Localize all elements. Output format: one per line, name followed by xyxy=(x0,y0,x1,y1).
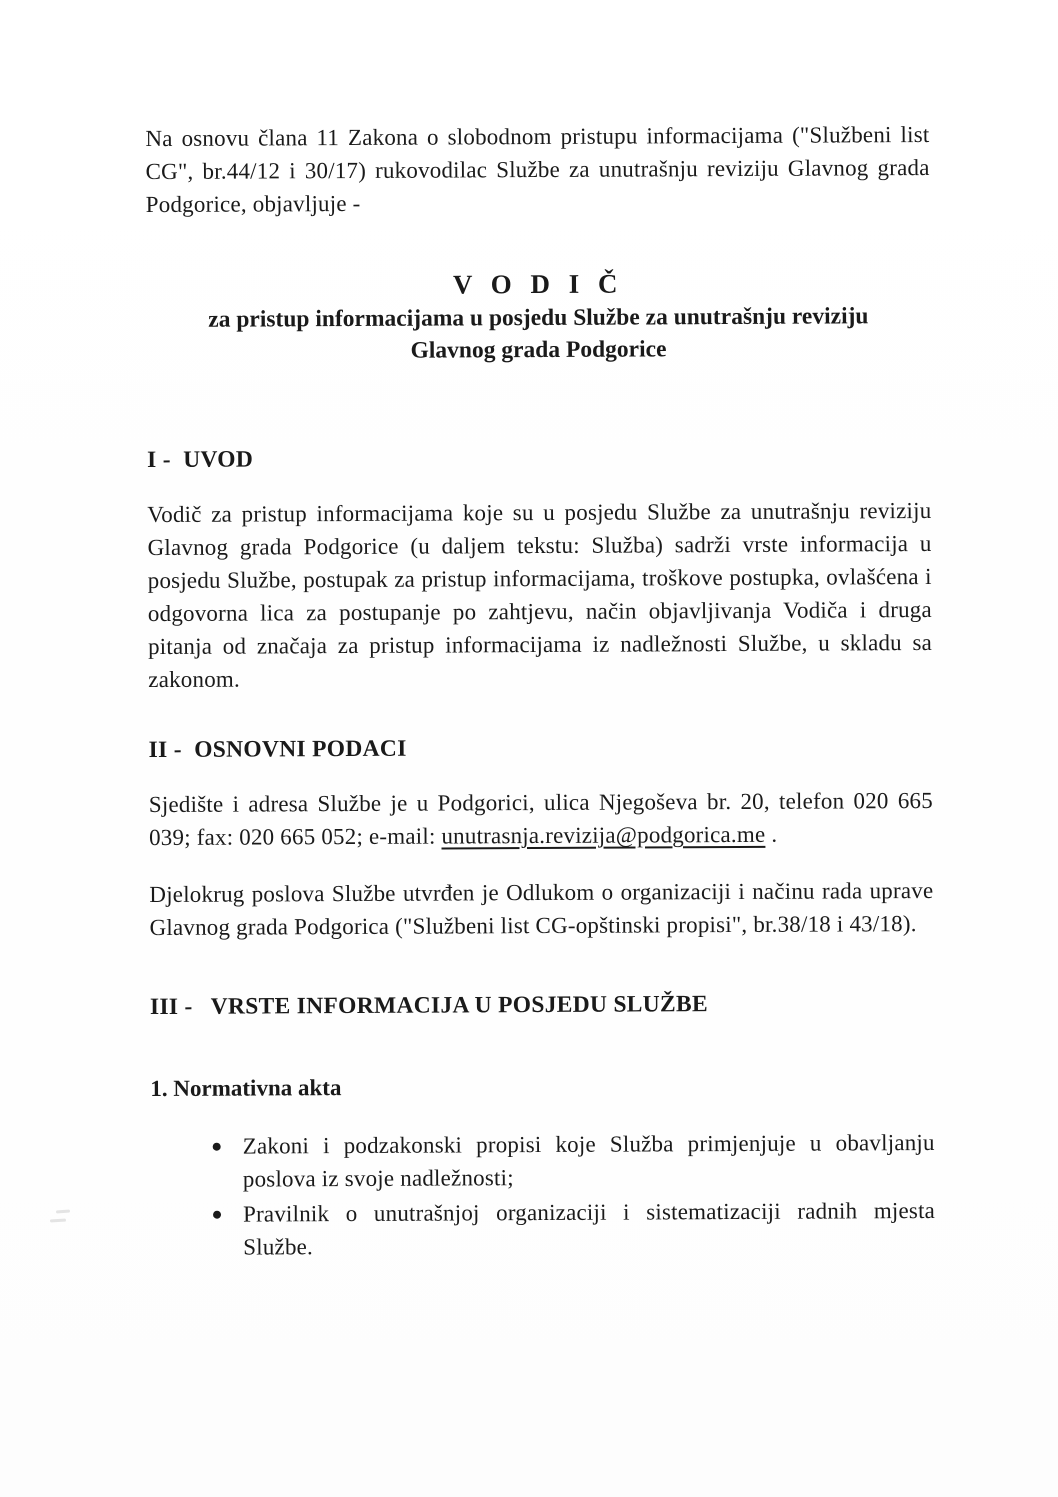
document-subtitle-line1: za pristup informacijama u posjedu Službe za unutrašnju reviziju xyxy=(208,303,869,333)
list-item-pravilnik: Pravilnik o unutrašnjoj organizaciji i sistematizaciji radnih mjesta Službe. xyxy=(243,1194,935,1264)
email-address: unutrasnja.revizija@podgorica.me xyxy=(441,821,766,849)
section-heading-osnovni-podaci: II - OSNOVNI PODACI xyxy=(148,735,407,764)
scan-smudge-artifact xyxy=(48,1208,74,1226)
list-item-zakoni: Zakoni i podzakonski propisi koje Služba primjenjuje u obavljanju poslova iz svoje nadležnosti; xyxy=(243,1126,935,1196)
uvod-paragraph: Vodič za pristup informacijama koje su u posjedu Službe za unutrašnju reviziju Glavnog grada Podgorice (u daljem tekstu: Služba) sadrži vrste informacija u posjedu Službe, postupak za pristup informacijama, troškove postupka, ovlašćena i odgovorna lica za postupanje po zahtjevu, način objavljivanja Vodiča i druga pitanja od značaja za pristup informacijama iz nadležnosti Službe, u skladu sa zakonom. xyxy=(147,497,933,693)
section-heading-uvod: I - UVOD xyxy=(147,446,254,474)
document-title: V O D I Č xyxy=(452,268,624,300)
djelokrug-paragraph: Djelokrug poslova Službe utvrđen je Odlukom o organizaciji i načinu rada uprave Glavnog grada Podgorica ("Službeni list CG-opštinski propisi", br.38/18 i 43/18). xyxy=(149,877,934,941)
section-heading-vrste-informacija: III - VRSTE INFORMACIJA U POSJEDU SLUŽBE xyxy=(149,991,709,1021)
normativna-akta-list xyxy=(151,1126,936,1264)
document-content xyxy=(145,0,936,1266)
document-subtitle-line2: Glavnog grada Podgorice xyxy=(410,336,667,364)
contact-text-after-email: . xyxy=(765,821,778,847)
subsection-normativna-akta: 1. Normativna akta xyxy=(150,1075,342,1102)
intro-paragraph: Na osnovu člana 11 Zakona o slobodnom pristupu informacijama ("Službeni list CG", br.44/12 i 30/17) rukovodilac Službe za unutrašnju reviziju Glavnog grada Podgorice, objavljuje - xyxy=(145,121,930,218)
document-subtitle xyxy=(146,300,930,368)
contact-paragraph xyxy=(149,784,933,854)
contact-text-before-email: Sjedište i adresa Službe je u Podgorici, ulica Njegoševa br. 20, telefon 020 665 039; fax: 020 665 052; e-mail: xyxy=(148,787,933,851)
